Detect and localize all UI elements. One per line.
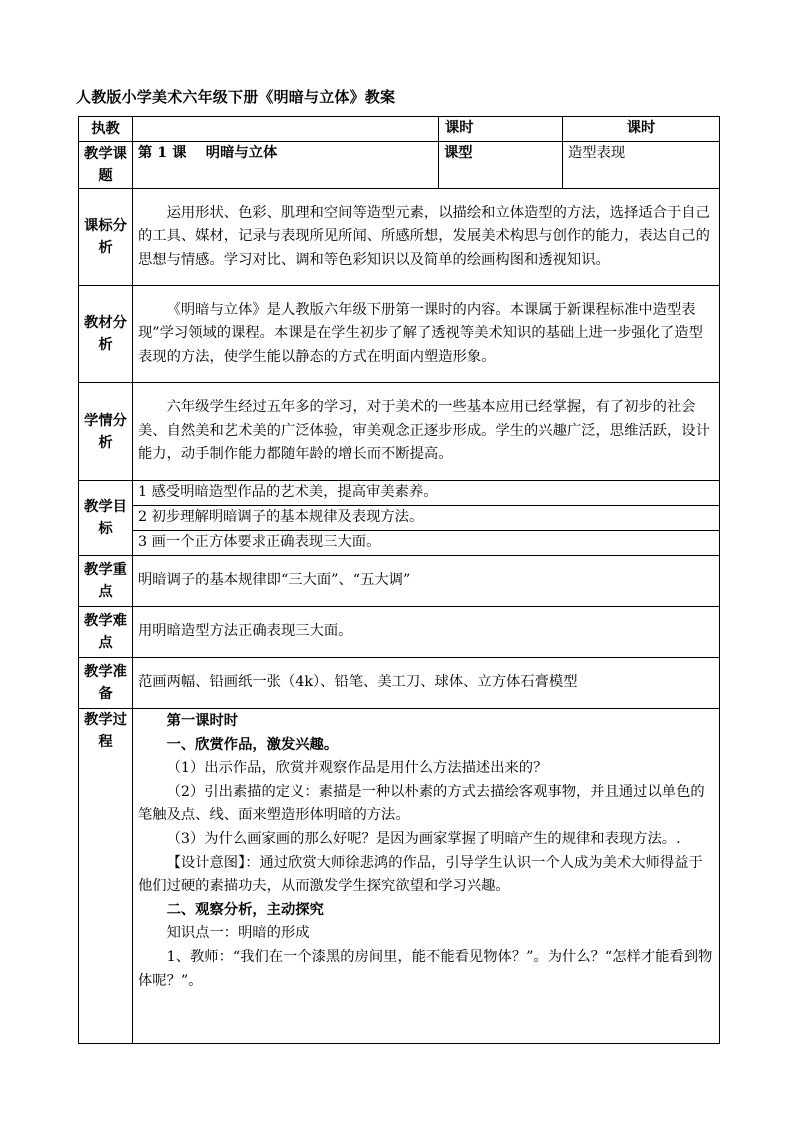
label-preparation: 教学准备: [79, 658, 133, 709]
process-content: [133, 709, 720, 1044]
row-process: [79, 709, 720, 1044]
row-key-points: [79, 556, 720, 607]
goal-item: 3 画一个正方体要求正确表现三大面。: [133, 531, 720, 556]
value-period: 课时: [563, 117, 720, 142]
process-line: 1、教师：“我们在一个漆黑的房间里，能不能看见物体？”。为什么？“怎样才能看到物体呢？”。: [138, 948, 713, 989]
label-goals: 教学目标: [79, 481, 133, 556]
label-lesson-type: 课型: [439, 142, 563, 189]
label-period: 课时: [439, 117, 563, 142]
process-line: 第一课时时: [166, 713, 239, 729]
process-line: 一、欣赏作品，激发兴趣。: [166, 736, 339, 753]
text-preparation: 范画两幅、铅画纸一张（4k）、铅笔、美工刀、球体、立方体石膏模型: [133, 658, 720, 709]
text-standards: 运用形状、色彩、肌理和空间等造型元素，以描绘和立体造型的方法，选择适合于自己的工具、媒材，记录与表现所见所闻、所感所想，发展美术构思与创作的能力，表达自己的思想与情感。学习对比、调和等色彩知识以及简单的绘画构图和透视知识。: [133, 189, 720, 286]
value-topic: 第 1 课 明暗与立体: [133, 142, 439, 189]
row-preparation: [79, 658, 720, 709]
value-teacher: [133, 117, 439, 142]
process-line: 二、观察分析，主动探究: [166, 901, 324, 918]
row-standards: [79, 189, 720, 286]
process-line: 知识点一：明暗的形成: [166, 925, 310, 942]
goal-item: 1 感受明暗造型作品的艺术美，提高审美素养。: [133, 481, 720, 506]
row-students: [79, 383, 720, 481]
text-students: 六年级学生经过五年多的学习，对于美术的一些基本应用已经掌握，有了初步的社会美、自然美和艺术美的广泛体验，审美观念正逐步形成。学生的兴趣广泛，思维活跃，设计能力，动手制作能力都随年龄的增长而不断提高。: [133, 383, 720, 481]
label-standards: 课标分析: [79, 189, 133, 286]
text-key-points: 明暗调子的基本规律即“三大面”、“五大调”: [133, 556, 720, 607]
label-topic: 教学课题: [79, 142, 133, 189]
text-difficulties: 用明暗造型方法正确表现三大面。: [133, 607, 720, 658]
label-teacher: 执教: [79, 117, 133, 142]
document-title: 人教版小学美术六年级下册《明暗与立体》教案: [76, 88, 396, 106]
label-difficulties: 教学难点: [79, 607, 133, 658]
row-materials: [79, 286, 720, 383]
label-materials: 教材分析: [79, 286, 133, 383]
label-process: 教学过程: [79, 709, 133, 1044]
process-line: （2）引出素描的定义：素描是一种以朴素的方式去描绘客观事物，并且通过以单色的笔触及点、线、面来塑造形体明暗的方法。: [138, 783, 705, 824]
row-goal-3: [79, 531, 720, 556]
label-key-points: 教学重点: [79, 556, 133, 607]
row-topic: [79, 142, 720, 189]
value-lesson-type: 造型表现: [563, 142, 720, 189]
text-materials: 《明暗与立体》是人教版六年级下册第一课时的内容。本课属于新课程标准中造型表现”学习领域的课程。本课是在学生初步了解了透视等美术知识的基础上进一步强化了造型表现的方法，使学生能以静态的方式在明面内塑造形象。: [133, 286, 720, 383]
process-line: （1）出示作品，欣赏并观察作品是用什么方法描述出来的？: [166, 760, 548, 777]
goal-item: 2 初步理解明暗调子的基本规律及表现方法。: [133, 506, 720, 531]
label-students: 学情分析: [79, 383, 133, 481]
row-goal-1: [79, 481, 720, 506]
process-line: 【设计意图】：通过欣赏大师徐悲鸿的作品，引导学生认识一个人成为美术大师得益于他们过硬的素描功夫，从而激发学生探究欲望和学习兴趣。: [138, 854, 703, 895]
lesson-plan-table: [78, 116, 720, 1044]
row-header: [79, 117, 720, 142]
row-goal-2: [79, 506, 720, 531]
row-difficulties: [79, 607, 720, 658]
process-line: （3）为什么画家画的那么好呢？是因为画家掌握了明暗产生的规律和表现方法。.: [166, 830, 681, 847]
